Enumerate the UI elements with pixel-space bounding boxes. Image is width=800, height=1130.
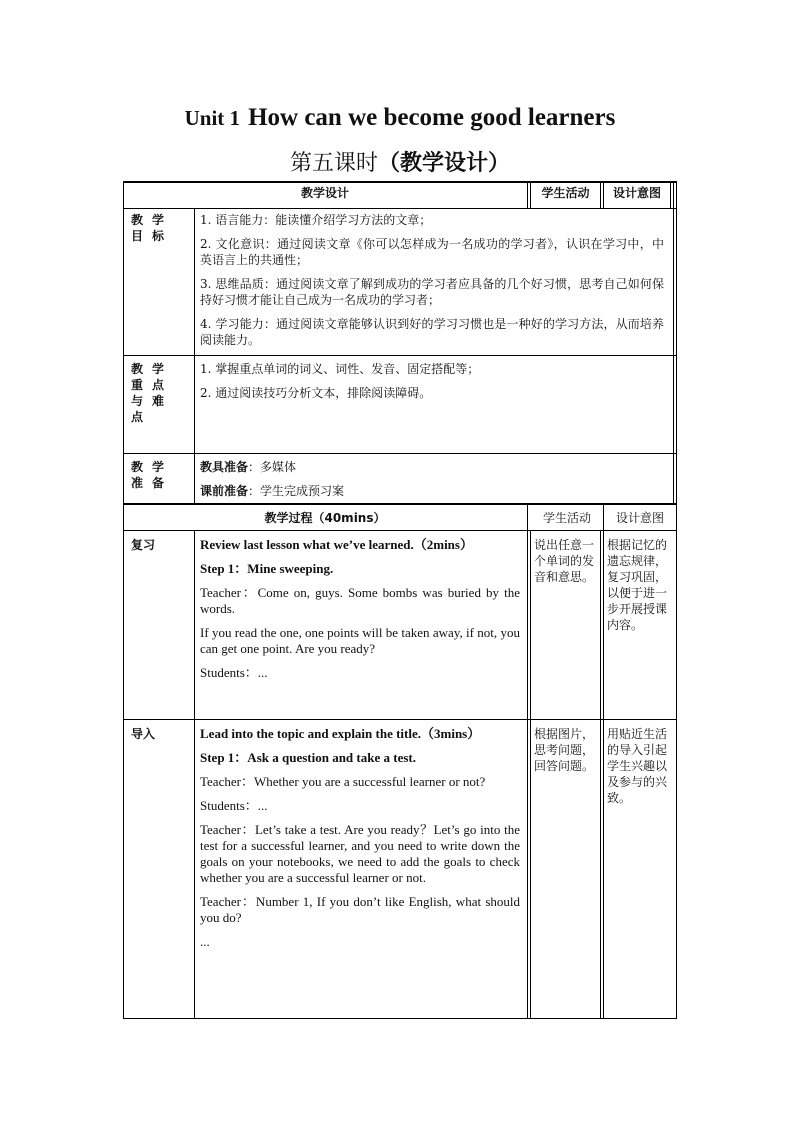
lead-in-ellipsis: ... — [200, 934, 210, 949]
table-border-top — [123, 181, 677, 183]
unit-label: Unit 1 — [184, 106, 241, 130]
row-divider — [123, 719, 677, 720]
lead-in-intent: 用贴近生活的导入引起学生兴趣以及参与的兴致。 — [607, 727, 668, 805]
lead-in-teacher-3: Teacher：Number 1, If you don’t like English, what should you do? — [200, 894, 520, 925]
col-divider — [673, 181, 674, 209]
lead-in-students: Students：... — [200, 798, 268, 813]
preparation-label: 教学准备 — [131, 460, 174, 490]
col-divider — [527, 503, 528, 531]
teaching-tools — [200, 459, 664, 475]
header-design: 教学设计 — [300, 186, 349, 200]
review-teacher-1: Teacher：Come on, guys. Some bombs was buried by the words. — [200, 585, 520, 616]
row-divider — [123, 208, 677, 209]
title-english — [0, 104, 800, 132]
review-heading: Review last lesson what we’ve learned.（2mins） — [200, 537, 473, 552]
review-teacher-2: If you read the one, one points will be taken away, if not, you can get one point. Are you ready? — [200, 625, 520, 656]
review-intent: 根据记忆的遗忘规律，复习巩固，以便于进一步开展授课内容。 — [607, 538, 668, 632]
header-student-activity: 学生活动 — [541, 186, 590, 200]
tools-label: 教具准备 — [200, 460, 249, 474]
col-divider — [600, 530, 601, 1019]
lead-in-teacher-1: Teacher：Whether you are a successful learner or not? — [200, 774, 486, 789]
col-divider — [673, 208, 674, 504]
col-divider — [600, 181, 601, 209]
header-design-intent: 设计意图 — [612, 186, 661, 200]
lead-in-step: Step 1：Ask a question and take a test. — [200, 750, 416, 765]
lead-in-content — [200, 726, 520, 958]
process-design-intent: 设计意图 — [615, 511, 664, 525]
pre-value: ：学生完成预习案 — [248, 484, 345, 498]
lesson-number: 第五课时 — [289, 151, 378, 176]
objective-item: 1. 语言能力：能读懂介绍学习方法的文章； — [200, 213, 432, 227]
row-divider — [123, 530, 677, 531]
objective-item: 2. 文化意识：通过阅读文章《你可以怎样成为一名成功的学习者》，认识在学习中，中英语言上的共通性； — [200, 237, 664, 267]
col-divider — [530, 530, 531, 1019]
lead-in-activity: 根据图片，思考问题，回答问题。 — [534, 727, 595, 773]
col-divider — [527, 530, 528, 1019]
lead-in-teacher-2: Teacher：Let’s take a test. Are you ready？Let’s go into the test for a successful learner, and you need to write down the goals on your notebooks, we need to add the goals to check whether you are a successful learner or not. — [200, 822, 520, 885]
col-divider — [603, 530, 604, 1019]
pre-class-prep — [200, 483, 664, 499]
pre-label: 课前准备 — [200, 484, 249, 498]
key-point-item: 1. 掌握重点单词的词义、词性、发音、固定搭配等； — [200, 362, 480, 376]
lead-in-label: 导入 — [131, 727, 156, 741]
table-border-left — [123, 181, 124, 1019]
lesson-type: （教学设计） — [378, 150, 511, 176]
col-divider — [527, 181, 528, 209]
objectives-label: 教学目标 — [131, 213, 174, 243]
col-divider — [194, 530, 195, 1019]
lesson-plan-table — [123, 181, 677, 1019]
objectives-content — [200, 212, 664, 356]
key-points-label: 教学重点与难点 — [131, 362, 174, 424]
tools-value: ：多媒体 — [248, 460, 297, 474]
title-chinese — [0, 146, 800, 177]
objective-item: 3. 思维品质：通过阅读文章了解到成功的学习者应具备的几个好习惯，思考自己如何保持好习惯才能让自己成为一名成功的学习者； — [200, 277, 664, 307]
review-activity: 说出任意一个单词的发音和意思。 — [534, 538, 595, 584]
review-step: Step 1：Mine sweeping. — [200, 561, 334, 576]
key-point-item: 2. 通过阅读技巧分析文本，排除阅读障碍。 — [200, 386, 432, 400]
lead-in-heading: Lead into the topic and explain the title.（3mins） — [200, 726, 481, 741]
key-points-content — [200, 361, 664, 409]
process-student-activity: 学生活动 — [542, 511, 591, 525]
review-students: Students：... — [200, 665, 268, 680]
review-label: 复习 — [131, 538, 156, 552]
col-divider — [194, 208, 195, 504]
col-divider — [670, 181, 671, 209]
row-divider — [123, 453, 677, 454]
table-border-bottom — [123, 1018, 677, 1019]
table-border-right — [676, 181, 677, 1019]
preparation-content — [200, 459, 664, 507]
review-content — [200, 537, 520, 689]
unit-title: How can we become good learners — [248, 104, 616, 131]
objective-item: 4. 学习能力：通过阅读文章能够认识到好的学习习惯也是一种好的学习方法，从而培养阅读能力。 — [200, 317, 664, 347]
process-title: 教学过程（40mins） — [264, 511, 386, 525]
